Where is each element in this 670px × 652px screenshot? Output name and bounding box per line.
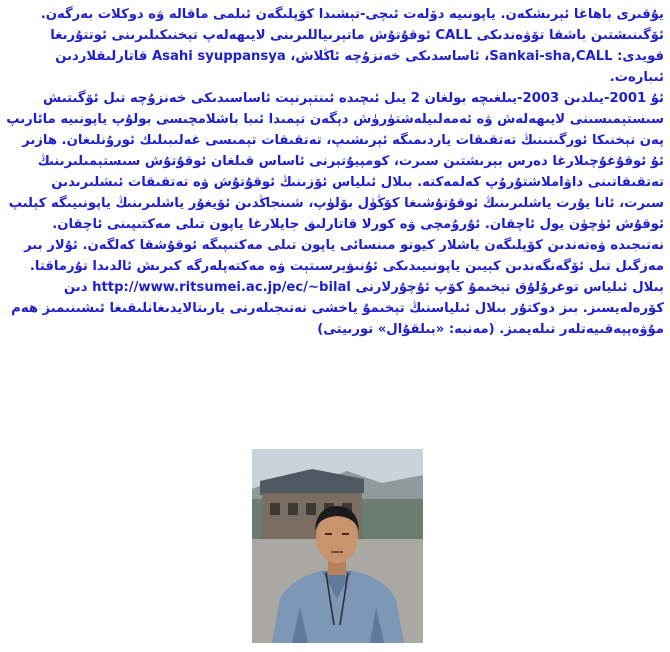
- portrait-photo: [252, 449, 423, 643]
- portrait-photo-icon: [252, 449, 423, 643]
- article-paragraph-2: ئۇ 2001-يىلدىن 2003-يىلغىچە بولغان 2 يىل ئىچىدە ئىنتېرنېت ئاساسىدىكى خەنزۇچە تىل ئۆگىتىش سىستېمىسىنى لايىھەلەش ۋە ئەمەلىيلەشتۈرۈش دېگەن تېمىدا ئىبا باشلامچىسى بولۇپ ياپونىيە مائارىپ پەن تېخنىكا ئورگىنىنىڭ تەتقىقات ياردىمىگە ئېرىشىپ، تەتقىقات تېمىسى غەلىبىلىك ئورۇنلىغان. ھازىر ئۇ ئوقۇغۇچىلارغا دەرس بېرىشتىن سىرت، كومپيۇتېرنى ئاساس قىلغان ئوقۇتۇش سىستېمىلىرىنىڭ تەتقىقاتىنى داۋاملاشتۇرۇپ كەلمەكتە. بىلال ئىلياس ئۆزىنىڭ ئوقۇتۇش ۋە تەتقىقات ئىشلىرىدىن سىرت، ئانا يۇرت ياشلىرىنىڭ ئوقۇتۇشىغا كۆڭۈل بۆلۈپ، شىنجاڭدىن ئۆيغۇر ياشلىرىنىڭ ياپونىيىگە كېلىپ ئوقۇش ئۈچۈن يول ئاچقان. ئۇرۇمچى ۋە كورلا قاتارلىق جايلارغا ياپون تىلى مەكتىپىنى ئاچقان. نەتىجىدە ۋەتەندىن كۆپلىگەن ياشلار كيوتو مىنسائى ياپون تىلى مەكتىپىگە ئوقۇشقا كەلگەن. ئۇلار بىر مەزگىل تىل ئۆگەنگەندىن كېيىن ياپونىيىدىكى ئۇنىۋېرسىتېت ۋە مەكتەپلەرگە كىرىش ئالدىدا تۇرماقتا. بىلال ئىلياس توغرۇلۇق تېخىمۇ كۆپ ئۇچۇرلارنى http://www.ritsumei.ac.jp/ec/~bilal دىن كۆرەلەيسىز. بىز دوكتۇر بىلال ئىلياسنىڭ تېخىمۇ ياخشى نەتىجىلەرنى يارىتالايدىغانلىقىغا ئىشىنىمىز ھەم مۇۋەپپەقىيەتلەر تىلەيمىز. (مەنبە: «بىلقۇال» تورىيتى): [6, 91, 664, 337]
- article-paragraph-1: يۇقىرى باھاغا ئېرىشكەن. ياپونىيە دۆلەت ئىچى-تېشىدا كۆپلىگەن ئىلمى ماقالە ۋە دوكلات بەرگەن. ئۆگىنىشتىن باشقا تۆۋەندىكى CALL ئوقۇتۇش ماتېرىياللىرىنى لايىھەلەپ تېخنىكىلىرىنى ئوتتۇرىغا قويدى: Sankai-sha,CALL، ئاساسدىكى خەنزۇچە ئاڭلاش، Asahi syuppansya قاتارلىقلاردىن ئىبارەت.: [40, 7, 664, 85]
